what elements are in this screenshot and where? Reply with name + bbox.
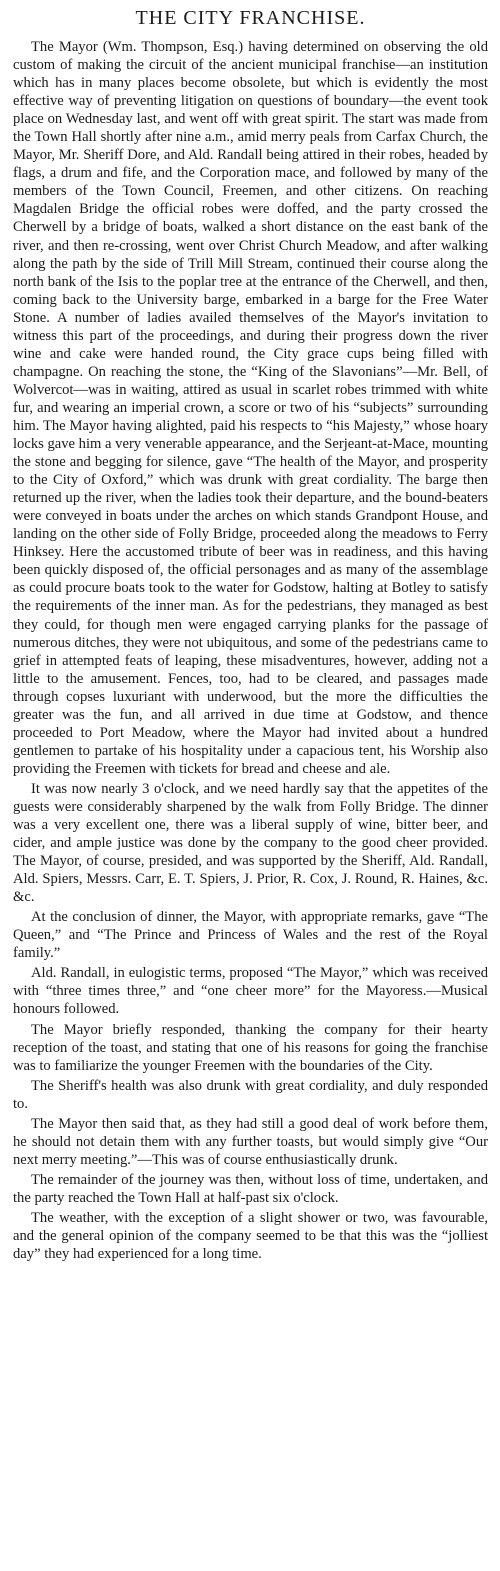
article-headline: THE CITY FRANCHISE. (135, 7, 366, 29)
article-paragraph-4: Ald. Randall, in eulogistic terms, proposed “The Mayor,” which was received with “three times three,” and “one cheer more” for the Mayoress.—Musical honours followed. (13, 965, 488, 1018)
article-paragraph-1: The Mayor (Wm. Thompson, Esq.) having determined on observing the old custom of making the circuit of the ancient municipal franchise—an institution which has in many places become obsolete, but which is evidently the most effective way of preventing litigation on questions of boundary—the event took place on Wednesday last, and went off with great spirit. The start was made from the Town Hall shortly after nine a.m., amid merry peals from Carfax Church, the Mayor, Mr. Sheriff Dore, and Ald. Randall being attired in their robes, headed by flags, a drum and fife, and the Corporation mace, and followed by many of the members of the Town Council, Freemen, and other citizens. On reaching Magdalen Bridge the official robes were doffed, and the party crossed the Cherwell by a bridge of boats, walked a short distance on the east bank of the river, and then re-crossing, went over Christ Church Meadow, and after walking along the path by the side of Trill Mill Stream, continued their course along the north bank of the Isis to the poplar tree at the entrance of the Cherwell, and then, coming back to the University barge, embarked in a barge for the Free Water Stone. A number of ladies availed themselves of the Mayor's invitation to witness this part of the proceedings, and during their progress down the river wine and cake were handed round, the City grace cups being filled with champagne. On reaching the stone, the “King of the Slavonians”—Mr. Bell, of Wolvercot—was in waiting, attired as usual in scarlet robes trimmed with white fur, and wearing an imperial crown, a score or two of his “subjects” surrounding him. The Mayor having alighted, paid his respects to “his Majesty,” whose hoary locks gave him a very venerable appearance, and the Serjeant-at-Mace, mounting the stone and begging for silence, gave “The health of the Mayor, and prosperity to the City of Oxford,” which was drunk with great cordiality. The barge then returned up the river, when the ladies took their departure, and the bound-beaters were conveyed in boats under the arches on which stands Grandpont House, and landing on the other side of Folly Bridge, proceeded along the meadows to Ferry Hinksey. Here the accustomed tribute of beer was in readiness, and this having been quickly disposed of, the official personages and as many of the assemblage as could procure boats took to the water for Godstow, halting at Botley to satisfy the requirements of the inner man. As for the pedestrians, they managed as best they could, for though men were engaged carrying planks for the passage of numerous ditches, they were not ubiquitous, and some of the pedestrians came to grief in attempted feats of leaping, these misadventures, however, adding not a little to the amusement. Fences, too, had to be cleared, and passages made through copses luxuriant with underwood, but the more the difficulties the greater was the fun, and all arrived in due time at Godstow, and thence proceeded to Port Meadow, where the Mayor had invited about a hundred gentlemen to partake of his hospitality under a capacious tent, his Worship also providing the Freemen with tickets for bread and cheese and ale. (13, 39, 488, 777)
article-paragraph-3: At the conclusion of dinner, the Mayor, with appropriate remarks, gave “The Queen,” and “The Prince and Princess of Wales and the rest of the Royal family.” (13, 909, 488, 962)
article-paragraph-6: The Sheriff's health was also drunk with great cordiality, and duly responded to. (13, 1077, 488, 1112)
article-paragraph-7: The Mayor then said that, as they had still a good deal of work before them, he should not detain them with any further toasts, but would simply give “Our next merry meeting.”—This was of course enthusiastically drunk. (13, 1115, 488, 1168)
article-paragraph-2: It was now nearly 3 o'clock, and we need hardly say that the appetites of the guests were considerably sharpened by the walk from Folly Bridge. The dinner was a very excellent one, there was a liberal supply of wine, bitter beer, and cider, and ample justice was done by the company to the good cheer provided. The Mayor, of course, presided, and was supported by the Sheriff, Ald. Randall, Ald. Spiers, Messrs. Carr, E. T. Spiers, J. Prior, R. Cox, J. Round, R. Haines, &c. &c. (13, 780, 488, 906)
article-paragraph-8: The remainder of the journey was then, without loss of time, undertaken, and the party reached the Town Hall at half-past six o'clock. (13, 1171, 488, 1206)
article-paragraph-9: The weather, with the exception of a slight shower or two, was favourable, and the general opinion of the company seemed to be that this was the “jolliest day” they had experienced for a long time. (13, 1210, 488, 1263)
article-paragraph-5: The Mayor briefly responded, thanking the company for their hearty reception of the toast, and stating that one of his reasons for going the franchise was to familiarize the younger Freemen with the boundaries of the City. (13, 1021, 488, 1074)
